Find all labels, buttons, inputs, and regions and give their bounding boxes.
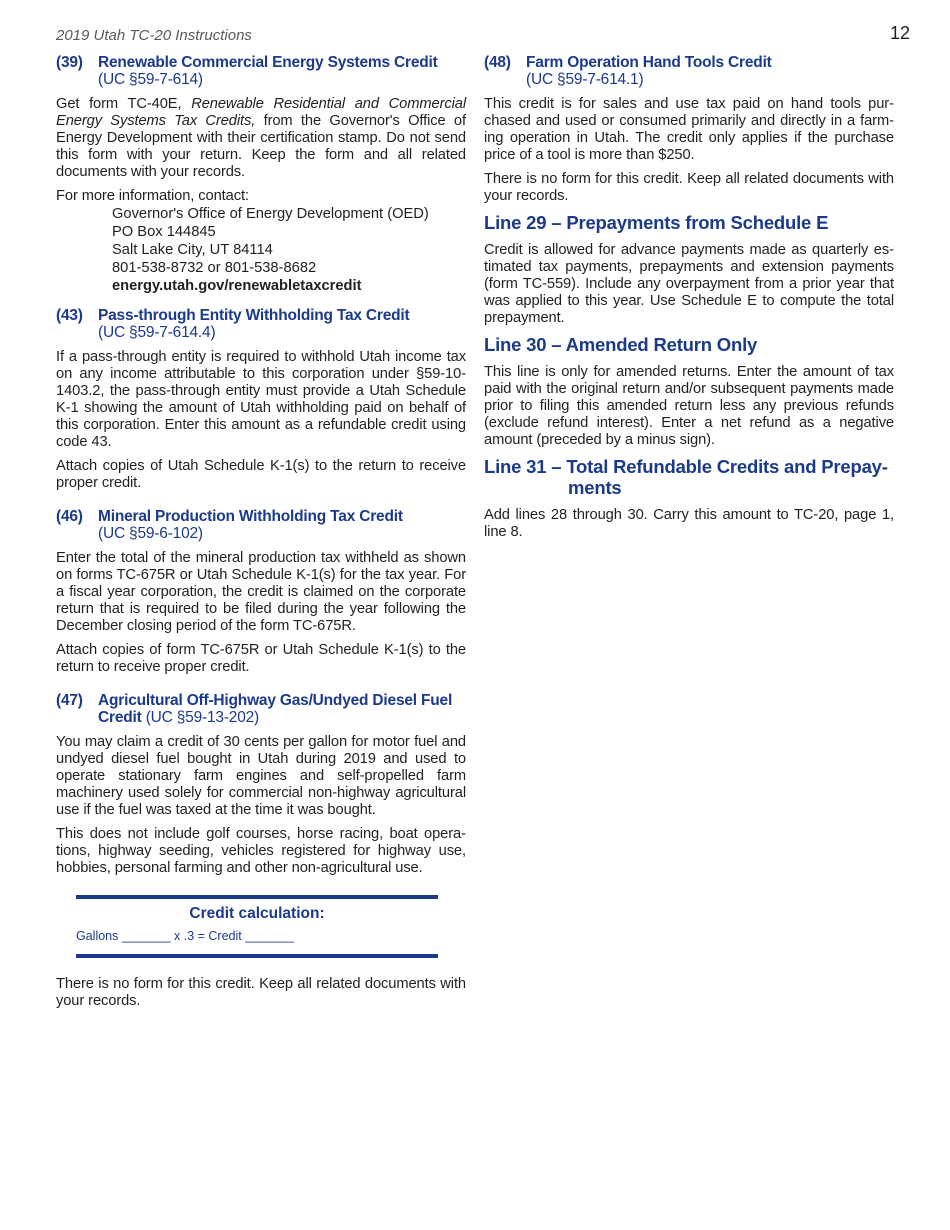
- section-47-body: You may claim a credit of 30 cents per gallon for motor fuel and undyed diesel fuel bought in Utah during 2019 and used to operate stationary farm engines and self-propelled farm machinery used solely for commercial non-highway agricultural use if the fuel was taxed at the time it was bought.: [56, 734, 466, 818]
- section-43-body: If a pass-through entity is required to withhold Utah income tax on any income attributable to this corporation under §59-10-1403.2, the pass-through entity must provide a Utah Schedule K-1 showing the amount of Utah withholding paid on behalf of this corporation. Enter this amount as a refundable credit using code 43.: [56, 349, 466, 450]
- contact-intro: For more information, contact:: [56, 188, 249, 204]
- section-title: Agricultural Off-Highway Gas/Undyed Diesel Fuel: [98, 692, 453, 709]
- section-47-exclusions: This does not include golf courses, horse racing, boat operations, highway seeding, vehicles registered for highway use, hobbies, personal farming and other non-agricultural use.: [56, 826, 466, 876]
- line-30-body: This line is only for amended returns. Enter the amount of tax paid with the original return and/or subsequent payments made prior to filing this amended return less any previous refunds (exclude refund interest). Enter a net refund as a negative amount (preceded by a minus sign).: [484, 364, 894, 448]
- contact-phone: 801-538-8732 or 801-538-8682: [112, 260, 317, 276]
- section-39-heading: [56, 54, 466, 88]
- section-title-cont: Credit: [98, 709, 142, 726]
- line-31-title-cont: ments: [568, 477, 622, 498]
- section-citation: (UC §59-7-614): [98, 71, 203, 88]
- page-number: 12: [889, 23, 910, 43]
- credit-calculation-title: Credit calculation:: [189, 905, 325, 922]
- section-48-body: This credit is for sales and use tax paid on hand tools purchased and used or consumed primarily and directly in a farming operation in Utah. The credit only applies if the purchase price of a tool is more than $250.: [484, 96, 894, 163]
- contact-po-box: PO Box 144845: [112, 224, 216, 240]
- line-31-body: Add lines 28 through 30. Carry this amount to TC-20, page 1, line 8.: [484, 507, 894, 540]
- credit-calculation-box: [76, 895, 438, 958]
- line-29-heading: Line 29 – Prepayments from Schedule E: [484, 212, 829, 233]
- section-46-body: Enter the total of the mineral production tax withheld as shown on forms TC-675R or Utah Schedule K-1(s) for the tax year. For a fiscal year corporation, the credit is claimed on the corporate return that is required to be filed during the year following the December closing period of the form TC-675R.: [56, 550, 466, 634]
- form-title-italic: Renewable Residential and Commercial Energy Systems Tax Credits,: [56, 96, 466, 129]
- section-number: (39): [56, 54, 83, 71]
- credit-calculation-formula: Gallons _______ x .3 = Credit _______: [76, 929, 294, 943]
- section-number: (43): [56, 307, 83, 324]
- section-46-heading: [56, 508, 466, 542]
- section-citation: (UC §59-7-614.1): [526, 71, 644, 88]
- section-title: Farm Operation Hand Tools Credit: [526, 54, 772, 71]
- section-47-heading: [56, 692, 466, 726]
- section-number: (46): [56, 508, 83, 525]
- line-31-heading: [484, 456, 894, 498]
- line-29-body: Credit is allowed for advance payments made as quarterly estimated tax payments, prepayments and extension payments (form TC-559). Include any overpayment from a prior year that was applied to this year. Use Schedule E to compute the total prepayment.: [484, 242, 894, 326]
- line-31-title: Line 31 – Total Refundable Credits and Prepay-: [484, 456, 888, 477]
- section-39-body: [56, 96, 466, 181]
- right-column: [484, 54, 894, 548]
- contact-address-block: [112, 205, 466, 295]
- section-48-no-form-note: There is no form for this credit. Keep all related documents with your records.: [484, 171, 894, 204]
- running-header: 2019 Utah TC-20 Instructions: [56, 27, 252, 44]
- body-text: from the Governor's Office of Energy Development with their certification stamp. Do not send this form with your return. Keep the form and all related documents with your records.: [56, 113, 466, 180]
- body-text: Get form TC-40E,: [56, 96, 192, 112]
- section-43-attach-note: Attach copies of Utah Schedule K-1(s) to the return to receive proper credit.: [56, 458, 466, 491]
- section-citation: (UC §59-6-102): [98, 525, 203, 542]
- section-title: Mineral Production Withholding Tax Credit: [98, 508, 403, 525]
- section-title: Pass-through Entity Withholding Tax Credit: [98, 307, 410, 324]
- left-column: [56, 54, 466, 1017]
- section-citation: (UC §59-13-202): [145, 709, 260, 726]
- contact-website-link[interactable]: energy.utah.gov/renewabletaxcredit: [112, 278, 362, 294]
- section-43-heading: [56, 307, 466, 341]
- section-47-no-form-note: There is no form for this credit. Keep all related documents with your records.: [56, 976, 466, 1009]
- section-46-attach-note: Attach copies of form TC-675R or Utah Schedule K-1(s) to the return to receive proper credit.: [56, 642, 466, 675]
- contact-org: Governor's Office of Energy Development (OED): [112, 206, 429, 222]
- section-number: (48): [484, 54, 511, 71]
- section-title: Renewable Commercial Energy Systems Credit: [98, 54, 438, 71]
- section-48-heading: [484, 54, 894, 88]
- section-citation: (UC §59-7-614.4): [98, 324, 216, 341]
- section-number: (47): [56, 692, 83, 709]
- line-30-heading: Line 30 – Amended Return Only: [484, 334, 758, 355]
- contact-city: Salt Lake City, UT 84114: [112, 242, 273, 258]
